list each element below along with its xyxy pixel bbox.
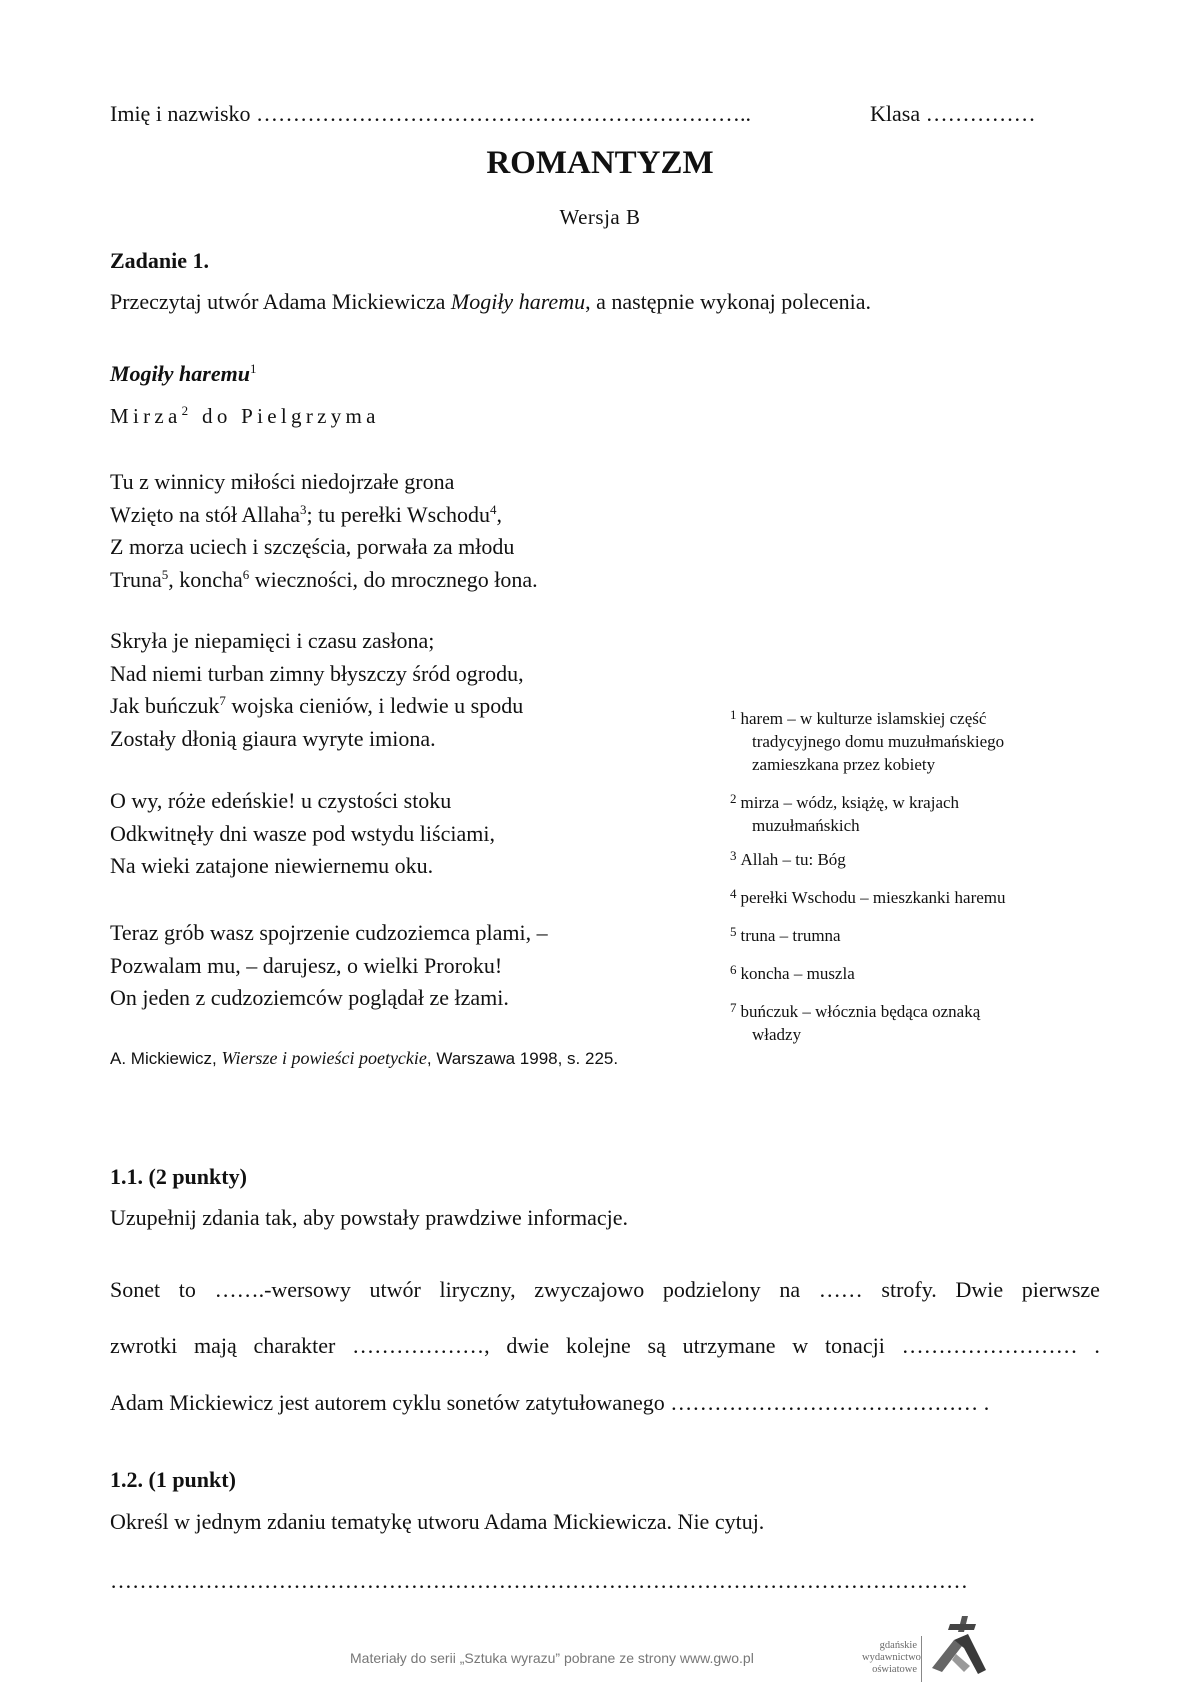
instruction-poem-title: Mogiły haremu xyxy=(450,289,586,314)
sentence-word: tonacji xyxy=(824,1333,885,1358)
footnote-text: truna – trumna xyxy=(740,926,841,945)
footnote-number: 5 xyxy=(730,924,737,939)
poem-title xyxy=(110,361,256,387)
poem-line xyxy=(110,628,434,654)
footnote-text: koncha – muszla xyxy=(740,964,855,983)
sentence-word: dwie xyxy=(506,1333,550,1358)
poem-line-text: Skryła je niepamięci i czasu zasłona; xyxy=(110,628,435,653)
sentence-word: utwór xyxy=(369,1277,421,1302)
sentence-word: w xyxy=(792,1333,809,1358)
footnote-ref: 4 xyxy=(490,501,497,517)
footnote-item xyxy=(730,787,959,837)
footnote-text-continued: władzy xyxy=(752,1025,802,1044)
name-blank[interactable]: ………………………………………………………….. xyxy=(256,101,752,126)
footnote-number: 6 xyxy=(730,962,737,977)
subtitle-mirza: Mirza xyxy=(110,404,182,428)
blank-field[interactable]: …….-wersowy xyxy=(214,1277,351,1302)
footnote-text: Allah – tu: Bóg xyxy=(740,850,846,869)
poem-line xyxy=(110,788,451,814)
sentence-word: strofy. xyxy=(881,1277,937,1302)
footnote-ref: 2 xyxy=(181,403,193,418)
footnote-item xyxy=(730,703,1004,776)
name-label: Imię i nazwisko xyxy=(110,101,251,126)
poem-line-text: ; tu perełki Wschodu xyxy=(306,501,490,527)
poem-line-text: Z morza uciech i szczęścia, porwała za młodu xyxy=(110,534,515,559)
sentence-word: mają xyxy=(193,1333,237,1358)
poem-line xyxy=(110,661,524,687)
footnote-text: mirza – wódz, książę, w krajach xyxy=(740,793,960,812)
sentence-word: na xyxy=(779,1277,801,1302)
footnote-number: 4 xyxy=(730,886,737,901)
poem-line xyxy=(110,821,495,847)
sentence-word: pierwsze xyxy=(1021,1277,1100,1302)
source-details: , Warszawa 1998, s. 225. xyxy=(426,1049,619,1068)
blank-field[interactable]: ………………, xyxy=(352,1333,490,1358)
footnote-item xyxy=(730,996,980,1046)
poem-line xyxy=(110,920,548,946)
poem-line xyxy=(110,985,509,1011)
poem-line-text: On jeden z cudzoziemców poglądał ze łzami. xyxy=(110,985,509,1010)
footnote-text: harem – w kulturze islamskiej część xyxy=(740,709,987,728)
fill-in-sentence-2[interactable] xyxy=(110,1333,1100,1359)
sentence-word: zwrotki xyxy=(110,1333,178,1358)
footnote-ref: 7 xyxy=(219,693,226,708)
poem-line-text: O wy, róże edeńskie! u czystości stoku xyxy=(110,788,452,813)
question-1-1-instruction: Uzupełnij zdania tak, aby powstały prawdziwe informacje. xyxy=(110,1205,629,1230)
sentence-word: są xyxy=(647,1333,666,1358)
footnote-number: 3 xyxy=(730,848,737,863)
logo-line-2: wydawnictwo xyxy=(862,1652,921,1663)
fill-in-sentence-3[interactable]: Adam Mickiewicz jest autorem cyklu sonetów zatytułowanego …………………………………… . xyxy=(110,1390,990,1415)
publisher-logo-text xyxy=(862,1640,921,1676)
footer-text: Materiały do serii „Sztuka wyrazu” pobrane ze strony www.gwo.pl xyxy=(350,1650,754,1666)
sentence-word: . xyxy=(1094,1333,1100,1358)
class-label: Klasa xyxy=(870,101,921,126)
task-heading: Zadanie 1. xyxy=(110,248,210,273)
poem-line-text: , xyxy=(496,501,502,527)
poem-source xyxy=(110,1048,618,1069)
poem-line-text: Zostały dłonią giaura wyryte imiona. xyxy=(110,725,436,751)
poem-line-text: wieczności, do mrocznego łona. xyxy=(249,566,538,592)
blank-field[interactable]: …………………… xyxy=(901,1333,1078,1358)
footnote-number: 2 xyxy=(730,791,737,806)
class-line[interactable] xyxy=(870,101,1036,127)
poem-line-text: Na wieki zatajone niewiernemu oku. xyxy=(110,853,434,878)
footnote-number: 7 xyxy=(730,1000,737,1015)
poem-line-text: Odkwitnęły dni wasze pod wstydu liściami, xyxy=(110,820,495,846)
poem-line xyxy=(110,502,502,528)
footnote-text-continued: muzułmańskich xyxy=(752,816,860,835)
source-author: A. Mickiewicz, xyxy=(110,1049,222,1068)
sentence-word: charakter xyxy=(253,1333,336,1358)
footnote-ref: 5 xyxy=(161,566,169,582)
poem-line xyxy=(110,534,514,560)
footnote-text-continued: tradycyjnego domu muzułmańskiego xyxy=(752,732,1005,751)
footnote-item xyxy=(730,844,846,871)
poem-line-text: , koncha xyxy=(168,566,243,592)
sentence-word: podzielony xyxy=(662,1277,761,1302)
answer-line[interactable]: ……………………………………………………………………………………………………… xyxy=(110,1568,968,1593)
poem-line xyxy=(110,469,454,495)
sentence-word: Sonet xyxy=(110,1277,161,1302)
poem-line xyxy=(110,567,538,593)
class-blank[interactable]: …………… xyxy=(925,101,1036,126)
poem-line-text: Tu z winnicy miłości niedojrzałe grona xyxy=(110,469,455,494)
poem-line-text: Nad niemi turban zimny błyszczy śród ogrodu, xyxy=(110,660,524,686)
fill-in-sentence-1[interactable] xyxy=(110,1277,1100,1303)
footnote-number: 1 xyxy=(730,707,737,722)
poem-line-text: Teraz grób wasz spojrzenie cudzoziemca plami, – xyxy=(110,920,548,945)
footnote-item xyxy=(730,882,1006,909)
poem-title-text: Mogiły haremu xyxy=(110,361,250,386)
poem-line-text: Wzięto na stół Allaha xyxy=(110,501,300,527)
poem-line-text: Truna xyxy=(110,566,162,592)
footnote-item xyxy=(730,958,855,985)
poem-subtitle xyxy=(110,404,380,429)
poem-line-text: Pozwalam mu, – darujesz, o wielki Proroku! xyxy=(110,952,503,978)
instruction-text: Przeczytaj utwór Adama Mickiewicza xyxy=(110,289,451,314)
task-instruction xyxy=(110,289,871,315)
sentence-word: zwyczajowo xyxy=(534,1277,645,1302)
poem-line xyxy=(110,853,433,879)
publisher-logo-icon xyxy=(928,1614,990,1680)
question-1-2-heading: 1.2. (1 punkt) xyxy=(110,1467,236,1492)
poem-line-text: wojska cieniów, i ledwie u spodu xyxy=(225,693,524,718)
sentence-word: kolejne xyxy=(565,1333,631,1358)
subtitle-rest: do Pielgrzyma xyxy=(192,404,380,428)
footnote-ref: 3 xyxy=(300,501,307,517)
student-name-line[interactable] xyxy=(110,101,751,127)
page-title: ROMANTYZM xyxy=(486,145,714,181)
poem-line-text: Jak buńczuk xyxy=(110,693,220,718)
poem-line xyxy=(110,726,436,752)
question-1-2-instruction: Określ w jednym zdaniu tematykę utworu Adama Mickiewicza. Nie cytuj. xyxy=(110,1509,765,1534)
poem-line xyxy=(110,693,523,719)
logo-line-3: oświatowe xyxy=(872,1664,917,1675)
blank-field[interactable]: …… xyxy=(818,1277,863,1302)
footnote-text: perełki Wschodu – mieszkanki haremu xyxy=(740,888,1006,907)
footnote-ref: 1 xyxy=(249,361,257,376)
instruction-text-end: , a następnie wykonaj polecenia. xyxy=(585,289,871,314)
sentence-word: to xyxy=(178,1277,196,1302)
version-label: Wersja B xyxy=(559,205,641,229)
question-1-1-heading: 1.1. (2 punkty) xyxy=(110,1164,247,1189)
poem-line xyxy=(110,953,502,979)
logo-divider xyxy=(921,1636,922,1682)
footnote-text-continued: zamieszkana przez kobiety xyxy=(752,755,936,774)
footnote-ref: 6 xyxy=(242,566,250,582)
sentence-word: utrzymane xyxy=(682,1333,776,1358)
source-title: Wiersze i powieści poetyckie xyxy=(221,1048,427,1068)
footnote-text: buńczuk – włócznia będąca oznaką xyxy=(740,1002,981,1021)
sentence-word: Dwie xyxy=(955,1277,1004,1302)
footnote-item xyxy=(730,920,841,947)
sentence-word: liryczny, xyxy=(439,1277,516,1302)
logo-line-1: gdańskie xyxy=(879,1640,917,1651)
